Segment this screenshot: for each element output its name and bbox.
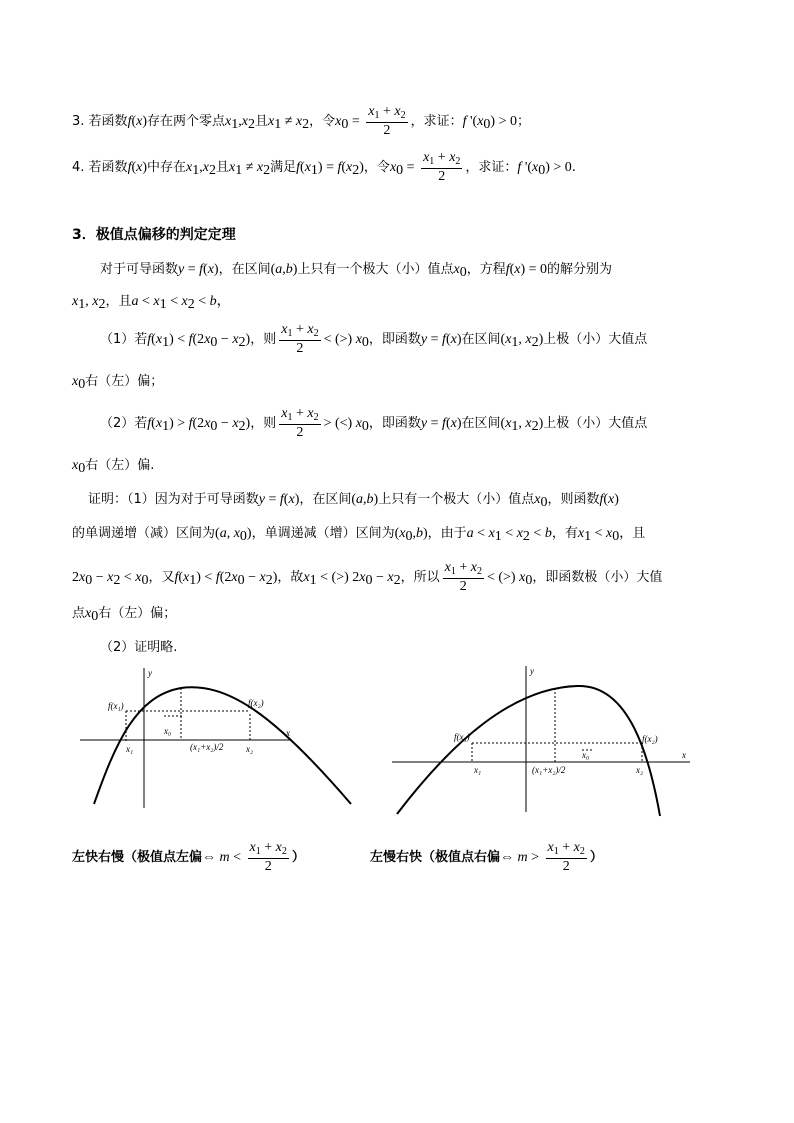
case-1-line-2: $x_0$右（左）偏； xyxy=(72,374,164,392)
x0-label: x₀ xyxy=(164,726,172,736)
graph-right xyxy=(392,662,692,818)
item-4: 4. 若函数f(x)中存在$x_1,x_2$且$x_1 \ne x_2$满足$f(x_1) = f(x_2)$，令$x_0$ = $\frac{x_1 + x_2}{2}$ ，求证：f '$(x_0) > 0$. xyxy=(72,150,576,184)
proof-line-3: $2x_0 - x_2 < x_0$，又$f(x_1) < f(2x_0 - x_2)$，故$x_1$ < (>) $2x_0 - x_2$，所以 $\frac{x_1 + x_2}{2}$ < (>) $x_0$，即函数极（小）大值 xyxy=(72,560,663,594)
case-2-line-1: （2）若$f(x_1) > f(2x_0 - x_2)$，则 $\frac{x_1 + x_2}{2}$ > (<) $x_0$，即函数y = f(x)在区间($x_1$, $x_2$)上极（小）大值点 xyxy=(100,406,648,440)
fx1-label: f(x₁) xyxy=(454,732,470,742)
graph-left xyxy=(76,662,356,808)
proof-line-5: （2）证明略. xyxy=(100,640,178,655)
caption-right: 左慢右快（极值点右偏⇔ m > $\frac{x_1 + x_2}{2}$ ） xyxy=(370,840,603,874)
mid-label: (x₁+x₂)/2 xyxy=(190,742,224,752)
fx1-label: f(x₁) xyxy=(108,701,124,711)
intro-line-1: 对于可导函数y = f(x)，在区间(a,b)上只有一个极大（小）值点$x_0$，方程f(x) = 0的解分别为 xyxy=(100,262,613,280)
section-title: 3．极值点偏移的判定定理 xyxy=(72,227,236,243)
proof-line-2: 的单调递增（减）区间为(a, $x_0$)，单调递减（增）区间为$(x_0,b)$，由于$a < x_1 < x_2 < b$，有$x_1 < x_0$，且 xyxy=(72,526,646,544)
x-label: x xyxy=(286,728,290,738)
curve xyxy=(397,686,660,816)
item-3: 3. 若函数f(x)存在两个零点$x_1,x_2$且$x_1 \ne x_2$，令$x_0$ = $\frac{x_1 + x_2}{2}$ ，求证：f '$(x_0) > 0$； xyxy=(72,104,530,138)
case-1-line-1: （1）若$f(x_1) < f(2x_0 - x_2)$，则 $\frac{x_1 + x_2}{2}$ < (>) $x_0$，即函数y = f(x)在区间($x_1$, $x_2$)上极（小）大值点 xyxy=(100,322,648,356)
x1-label: x₁ xyxy=(126,744,134,754)
caption-left: 左快右慢（极值点左偏⇔ m < $\frac{x_1 + x_2}{2}$ ） xyxy=(72,840,305,874)
y-label: y xyxy=(148,668,152,678)
x1-label: x₁ xyxy=(474,765,482,775)
intro-line-2: $x_1$, $x_2$，且$a < x_1 < x_2 < b$， xyxy=(72,294,231,312)
proof-line-4: 点$x_0$右（左）偏； xyxy=(72,606,177,624)
x0-label: x₀ xyxy=(582,750,590,760)
fx2-label: f(x₂) xyxy=(642,734,658,744)
y-label: y xyxy=(530,666,534,676)
case-2-line-2: $x_0$右（左）偏. xyxy=(72,458,155,476)
fx2-label: f(x₂) xyxy=(248,698,264,708)
mid-label: (x₁+x₂)/2 xyxy=(532,765,566,775)
x2-label: x₂ xyxy=(246,744,254,754)
x-label: x xyxy=(682,750,686,760)
x2-label: x₂ xyxy=(636,765,644,775)
proof-line-1: 证明：（1）因为对于可导函数y = f(x)，在区间(a,b)上只有一个极大（小）值点$x_0$，则函数f(x) xyxy=(88,492,619,510)
